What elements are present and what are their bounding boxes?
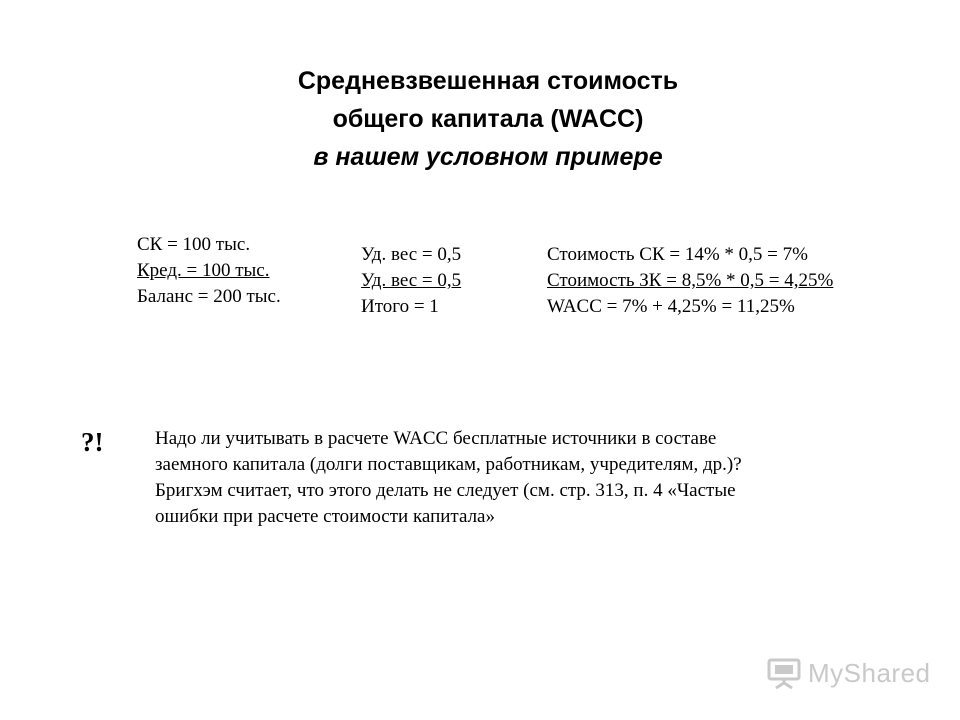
weight-total: Итого = 1 xyxy=(361,296,439,317)
title-line-1: Средневзвешенная стоимость xyxy=(297,67,679,95)
weights-column xyxy=(361,242,461,320)
equity-weight: Уд. вес = 0,5 xyxy=(361,244,462,265)
myshared-watermark xyxy=(766,655,931,691)
note-line-2: заемного капитала (долги поставщикам, работникам, учредителям, др.)? xyxy=(155,454,742,475)
costs-column xyxy=(547,242,833,320)
discussion-note xyxy=(155,426,915,530)
note-line-3: Бригхэм считает, что этого делать не следует (см. стр. 313, п. 4 «Частые xyxy=(155,480,736,501)
equity-cost: Стоимость СК = 14% * 0,5 = 7% xyxy=(547,244,808,265)
note-line-4: ошибки при расчете стоимости капитала» xyxy=(155,506,495,527)
equity-amount: СК = 100 тыс. xyxy=(137,234,251,255)
note-line-1: Надо ли учитывать в расчете WACC бесплатные источники в составе xyxy=(155,428,717,449)
slide-title xyxy=(0,62,960,176)
debt-amount: Кред. = 100 тыс. xyxy=(137,260,270,281)
wacc-result: WACC = 7% + 4,25% = 11,25% xyxy=(547,296,795,317)
debt-weight: Уд. вес = 0,5 xyxy=(361,270,462,291)
capital-structure xyxy=(137,232,281,310)
balance-total: Баланс = 200 тыс. xyxy=(137,286,281,307)
title-line-2: общего капитала (WACC) xyxy=(332,105,644,133)
presentation-board-icon xyxy=(766,655,802,691)
debt-cost: Стоимость ЗК = 8,5% * 0,5 = 4,25% xyxy=(547,270,834,291)
watermark-text: MyShared xyxy=(808,658,931,688)
question-mark: ?! xyxy=(81,427,104,457)
title-line-3: в нашем условном примере xyxy=(313,143,663,171)
